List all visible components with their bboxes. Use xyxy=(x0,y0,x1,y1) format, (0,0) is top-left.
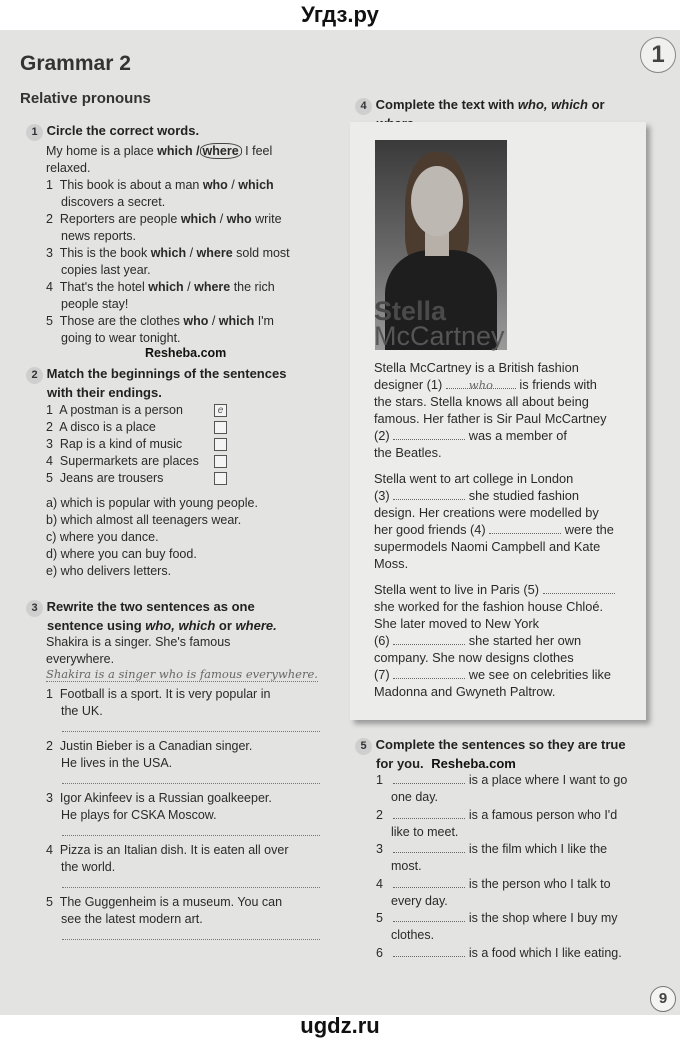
text: Rap is a kind of music xyxy=(59,437,183,451)
face-shape xyxy=(411,166,463,236)
page-title: Grammar 2 xyxy=(20,52,131,75)
text: He lives in the USA. xyxy=(61,756,173,770)
article-name-last: McCartney xyxy=(374,321,505,351)
option[interactable]: which xyxy=(180,212,217,226)
gap-4[interactable] xyxy=(489,521,561,534)
exercise-instruction: with their endings. xyxy=(47,385,162,400)
text: see the latest modern art. xyxy=(61,912,203,926)
list-item xyxy=(376,875,656,910)
exercise-3-list xyxy=(46,686,326,946)
answer-gap[interactable] xyxy=(393,771,465,784)
text: going to wear tonight. xyxy=(61,331,181,345)
text: was a member of xyxy=(465,428,567,443)
text: He plays for CSKA Moscow. xyxy=(61,808,217,822)
item-number: 4 xyxy=(46,843,53,857)
list-item xyxy=(376,909,656,944)
answer-line[interactable] xyxy=(62,731,320,732)
example-answer: Shakira is a singer who is famous everywhere. xyxy=(46,667,318,681)
item-number: 2 xyxy=(46,420,53,434)
exercise-number: 4 xyxy=(355,98,372,115)
exercise-instruction: Rewrite the two sentences as one xyxy=(46,599,255,614)
item-number: 5 xyxy=(46,471,53,485)
circled-option[interactable]: where xyxy=(200,143,242,159)
text: is a famous person who I'd xyxy=(465,807,618,822)
list-item xyxy=(376,806,656,841)
text: designer (1) xyxy=(374,377,446,392)
text: were the xyxy=(561,522,614,537)
answer-box[interactable] xyxy=(214,438,227,451)
list-item xyxy=(376,771,656,806)
item-number: 1 xyxy=(46,178,53,192)
text: like to meet. xyxy=(391,824,459,839)
text: one day. xyxy=(391,790,439,804)
text: is friends with xyxy=(515,377,597,392)
text: Those are the clothes xyxy=(59,314,184,328)
item-number: 4 xyxy=(46,454,53,468)
text: Supermarkets are places xyxy=(59,454,199,468)
option[interactable]: which xyxy=(148,280,184,294)
text: (7) xyxy=(374,667,394,682)
text: I'm xyxy=(254,314,274,328)
text: her good friends (4) xyxy=(374,522,490,537)
list-item xyxy=(376,840,656,875)
answer-box[interactable] xyxy=(214,455,227,468)
exercise-3-example xyxy=(46,634,230,668)
exercise-instruction: for you. xyxy=(376,756,424,771)
text: Stella McCartney is a British fashion xyxy=(374,360,579,375)
answer-gap[interactable] xyxy=(393,806,465,819)
exercise-instruction: Match the beginnings of the sentences xyxy=(46,366,287,381)
text: every day. xyxy=(391,893,448,908)
list-item: e) who delivers letters. xyxy=(46,564,172,578)
item-number: 3 xyxy=(46,437,53,451)
text: or xyxy=(587,97,605,112)
text: or xyxy=(215,618,236,633)
text: company. She now designs clothes xyxy=(374,650,574,665)
emphasis: where. xyxy=(235,618,277,633)
item-number: 3 xyxy=(46,246,53,260)
option[interactable]: where xyxy=(194,280,231,294)
text: the stars. Stella knows all about being xyxy=(374,394,589,409)
text: she studied fashion xyxy=(465,488,580,503)
exercise-2-heading xyxy=(26,365,286,401)
text: she started her own xyxy=(465,633,582,648)
answer-gap[interactable] xyxy=(393,840,465,853)
text: (3) xyxy=(374,488,394,503)
gap-3[interactable] xyxy=(393,487,465,500)
answer-gap[interactable] xyxy=(393,909,465,922)
item-number: 6 xyxy=(376,945,383,960)
exercise-instruction: Complete the text with xyxy=(375,97,518,112)
page-number: 9 xyxy=(650,986,676,1012)
text: is the shop where I buy my xyxy=(465,911,618,925)
text: news reports. xyxy=(61,229,137,243)
slash: / xyxy=(192,144,200,158)
text: is a food which I like eating. xyxy=(465,945,622,960)
text: is the film which I like the xyxy=(465,842,608,856)
item-number: 2 xyxy=(46,739,53,753)
list-item: 1 This book is about a man who / which discovers a secret. xyxy=(46,178,274,209)
article-paragraph-1 xyxy=(374,359,644,461)
item-number: 5 xyxy=(46,314,53,328)
exercise-instruction: Circle the correct words. xyxy=(46,123,200,138)
option[interactable]: which xyxy=(157,144,193,158)
text: the UK. xyxy=(61,704,103,718)
exercise-instruction: sentence using xyxy=(47,618,146,633)
list-item: c) where you dance. xyxy=(46,530,159,544)
list-item: b) which almost all teenagers wear. xyxy=(46,513,242,527)
list-item xyxy=(46,402,246,419)
text: design. Her creations were modelled by xyxy=(374,505,599,520)
site-footer: ugdz.ru xyxy=(300,1013,380,1038)
item-number: 2 xyxy=(46,212,53,226)
exercise-number: 2 xyxy=(26,367,43,384)
answer-gap[interactable] xyxy=(393,875,465,888)
exercise-5-heading xyxy=(355,736,655,772)
item-number: 3 xyxy=(376,842,383,856)
exercise-number: 5 xyxy=(355,738,372,755)
emphasis: who, which xyxy=(517,97,588,112)
option[interactable]: which xyxy=(218,314,255,328)
text: Reporters are people xyxy=(59,212,181,226)
exercise-number: 1 xyxy=(26,124,43,141)
article-paragraph-2 xyxy=(374,470,644,572)
gap-1[interactable] xyxy=(446,376,516,392)
answer-line[interactable] xyxy=(62,783,320,784)
text: copies last year. xyxy=(61,263,151,277)
option[interactable]: who xyxy=(202,178,228,192)
list-item: 3 This is the book which / where sold most copies last year. xyxy=(46,246,290,277)
option[interactable]: who xyxy=(226,212,252,226)
list-item xyxy=(46,470,246,487)
list-item xyxy=(376,944,656,964)
watermark: Resheba.com xyxy=(431,756,516,771)
option[interactable]: which xyxy=(238,178,274,192)
exercise-2-beginnings xyxy=(46,402,246,487)
text: she worked for the fashion house Chloé. xyxy=(374,599,604,614)
list-item: 5 Those are the clothes who / which I'm going to wear tonight. xyxy=(46,314,274,345)
exercise-5-list xyxy=(376,771,656,964)
text: This book is about a man xyxy=(59,178,203,192)
list-item: d) where you can buy food. xyxy=(46,547,197,561)
answer-box[interactable] xyxy=(214,472,227,485)
text: the Beatles. xyxy=(374,445,442,460)
exercise-instruction: Complete the sentences so they are true xyxy=(375,737,626,752)
answer-line[interactable] xyxy=(62,939,320,940)
exercise-number: 3 xyxy=(26,600,43,617)
text: Jeans are trousers xyxy=(59,471,164,485)
text: Football is a sport. It is very popular in xyxy=(59,687,271,701)
item-number: 1 xyxy=(46,403,53,417)
text: The Guggenheim is a museum. You can xyxy=(59,895,283,909)
exercise-1-list xyxy=(46,177,326,347)
article-name-first: Stella xyxy=(374,296,447,326)
item-number: 2 xyxy=(376,807,383,822)
text: She later moved to New York xyxy=(374,616,540,631)
text: That's the hotel xyxy=(59,280,149,294)
text: A disco is a place xyxy=(59,420,156,434)
section-subtitle: Relative pronouns xyxy=(20,90,151,107)
text: clothes. xyxy=(391,928,435,942)
text: relaxed. xyxy=(46,161,91,175)
text: Pizza is an Italian dish. It is eaten all over xyxy=(59,843,289,857)
exercise-1-heading xyxy=(26,122,199,141)
text: (2) xyxy=(374,428,394,443)
text: is a place where I want to go xyxy=(465,773,628,787)
exercise-3-heading xyxy=(26,598,277,634)
text: My home is a place xyxy=(46,144,158,158)
text: Stella went to live in Paris (5) xyxy=(374,582,543,597)
list-item xyxy=(46,453,246,470)
option[interactable]: where xyxy=(196,246,233,260)
item-number: 4 xyxy=(46,280,53,294)
gap-2[interactable] xyxy=(393,427,465,440)
gap-7[interactable] xyxy=(393,666,465,679)
text: Madonna and Gwyneth Paltrow. xyxy=(374,684,556,699)
list-item xyxy=(46,419,246,436)
list-item xyxy=(46,436,246,453)
option[interactable]: who xyxy=(183,314,209,328)
text: Stella went to art college in London xyxy=(374,471,574,486)
unit-badge: 1 xyxy=(640,37,676,73)
item-number: 1 xyxy=(376,773,383,787)
item-number: 5 xyxy=(376,911,383,925)
handwritten-answer: who xyxy=(468,378,493,392)
text: sold most xyxy=(232,246,290,260)
watermark: Resheba.com xyxy=(145,346,227,360)
list-item: 4 That's the hotel which / where the rich people stay! xyxy=(46,280,275,311)
text: we see on celebrities like xyxy=(465,667,612,682)
text: everywhere. xyxy=(46,652,115,666)
text: (6) xyxy=(374,633,394,648)
text: people stay! xyxy=(61,297,129,311)
item-number: 4 xyxy=(376,876,383,891)
exercise-2-endings xyxy=(46,495,326,580)
text: Igor Akinfeev is a Russian goalkeeper. xyxy=(59,791,272,805)
text: discovers a secret. xyxy=(61,195,166,209)
text: most. xyxy=(391,859,422,873)
text: Moss. xyxy=(374,556,409,571)
answer-box[interactable] xyxy=(214,421,227,434)
text: A postman is a person xyxy=(59,403,183,417)
answer-line[interactable] xyxy=(62,835,320,836)
text: supermodels Naomi Campbell and Kate xyxy=(374,539,601,554)
text: Shakira is a singer. She's famous xyxy=(46,635,231,649)
text: This is the book xyxy=(59,246,151,260)
text: famous. Her father is Sir Paul McCartney xyxy=(374,411,607,426)
answer-gap[interactable] xyxy=(393,944,465,957)
text: the rich xyxy=(230,280,275,294)
item-number: 3 xyxy=(46,791,53,805)
item-number: 1 xyxy=(46,687,53,701)
article-paragraph-3 xyxy=(374,581,644,700)
text: the world. xyxy=(61,860,116,874)
exercise-1-example xyxy=(46,143,326,177)
site-header: Угдз.ру xyxy=(301,2,379,27)
item-number: 5 xyxy=(46,895,53,909)
text: Justin Bieber is a Canadian singer. xyxy=(59,739,253,753)
option[interactable]: which xyxy=(150,246,187,260)
text: I feel xyxy=(241,144,273,158)
answer-box[interactable]: e xyxy=(214,404,227,417)
list-item: 2 Reporters are people which / who write news reports. xyxy=(46,212,282,243)
text: write xyxy=(251,212,282,226)
gap-6[interactable] xyxy=(393,632,465,645)
gap-5[interactable] xyxy=(543,581,615,594)
emphasis: who, which xyxy=(145,618,216,633)
answer-line[interactable] xyxy=(62,887,320,888)
text: is the person who I talk to xyxy=(465,876,611,891)
list-item: a) which is popular with young people. xyxy=(46,496,258,510)
